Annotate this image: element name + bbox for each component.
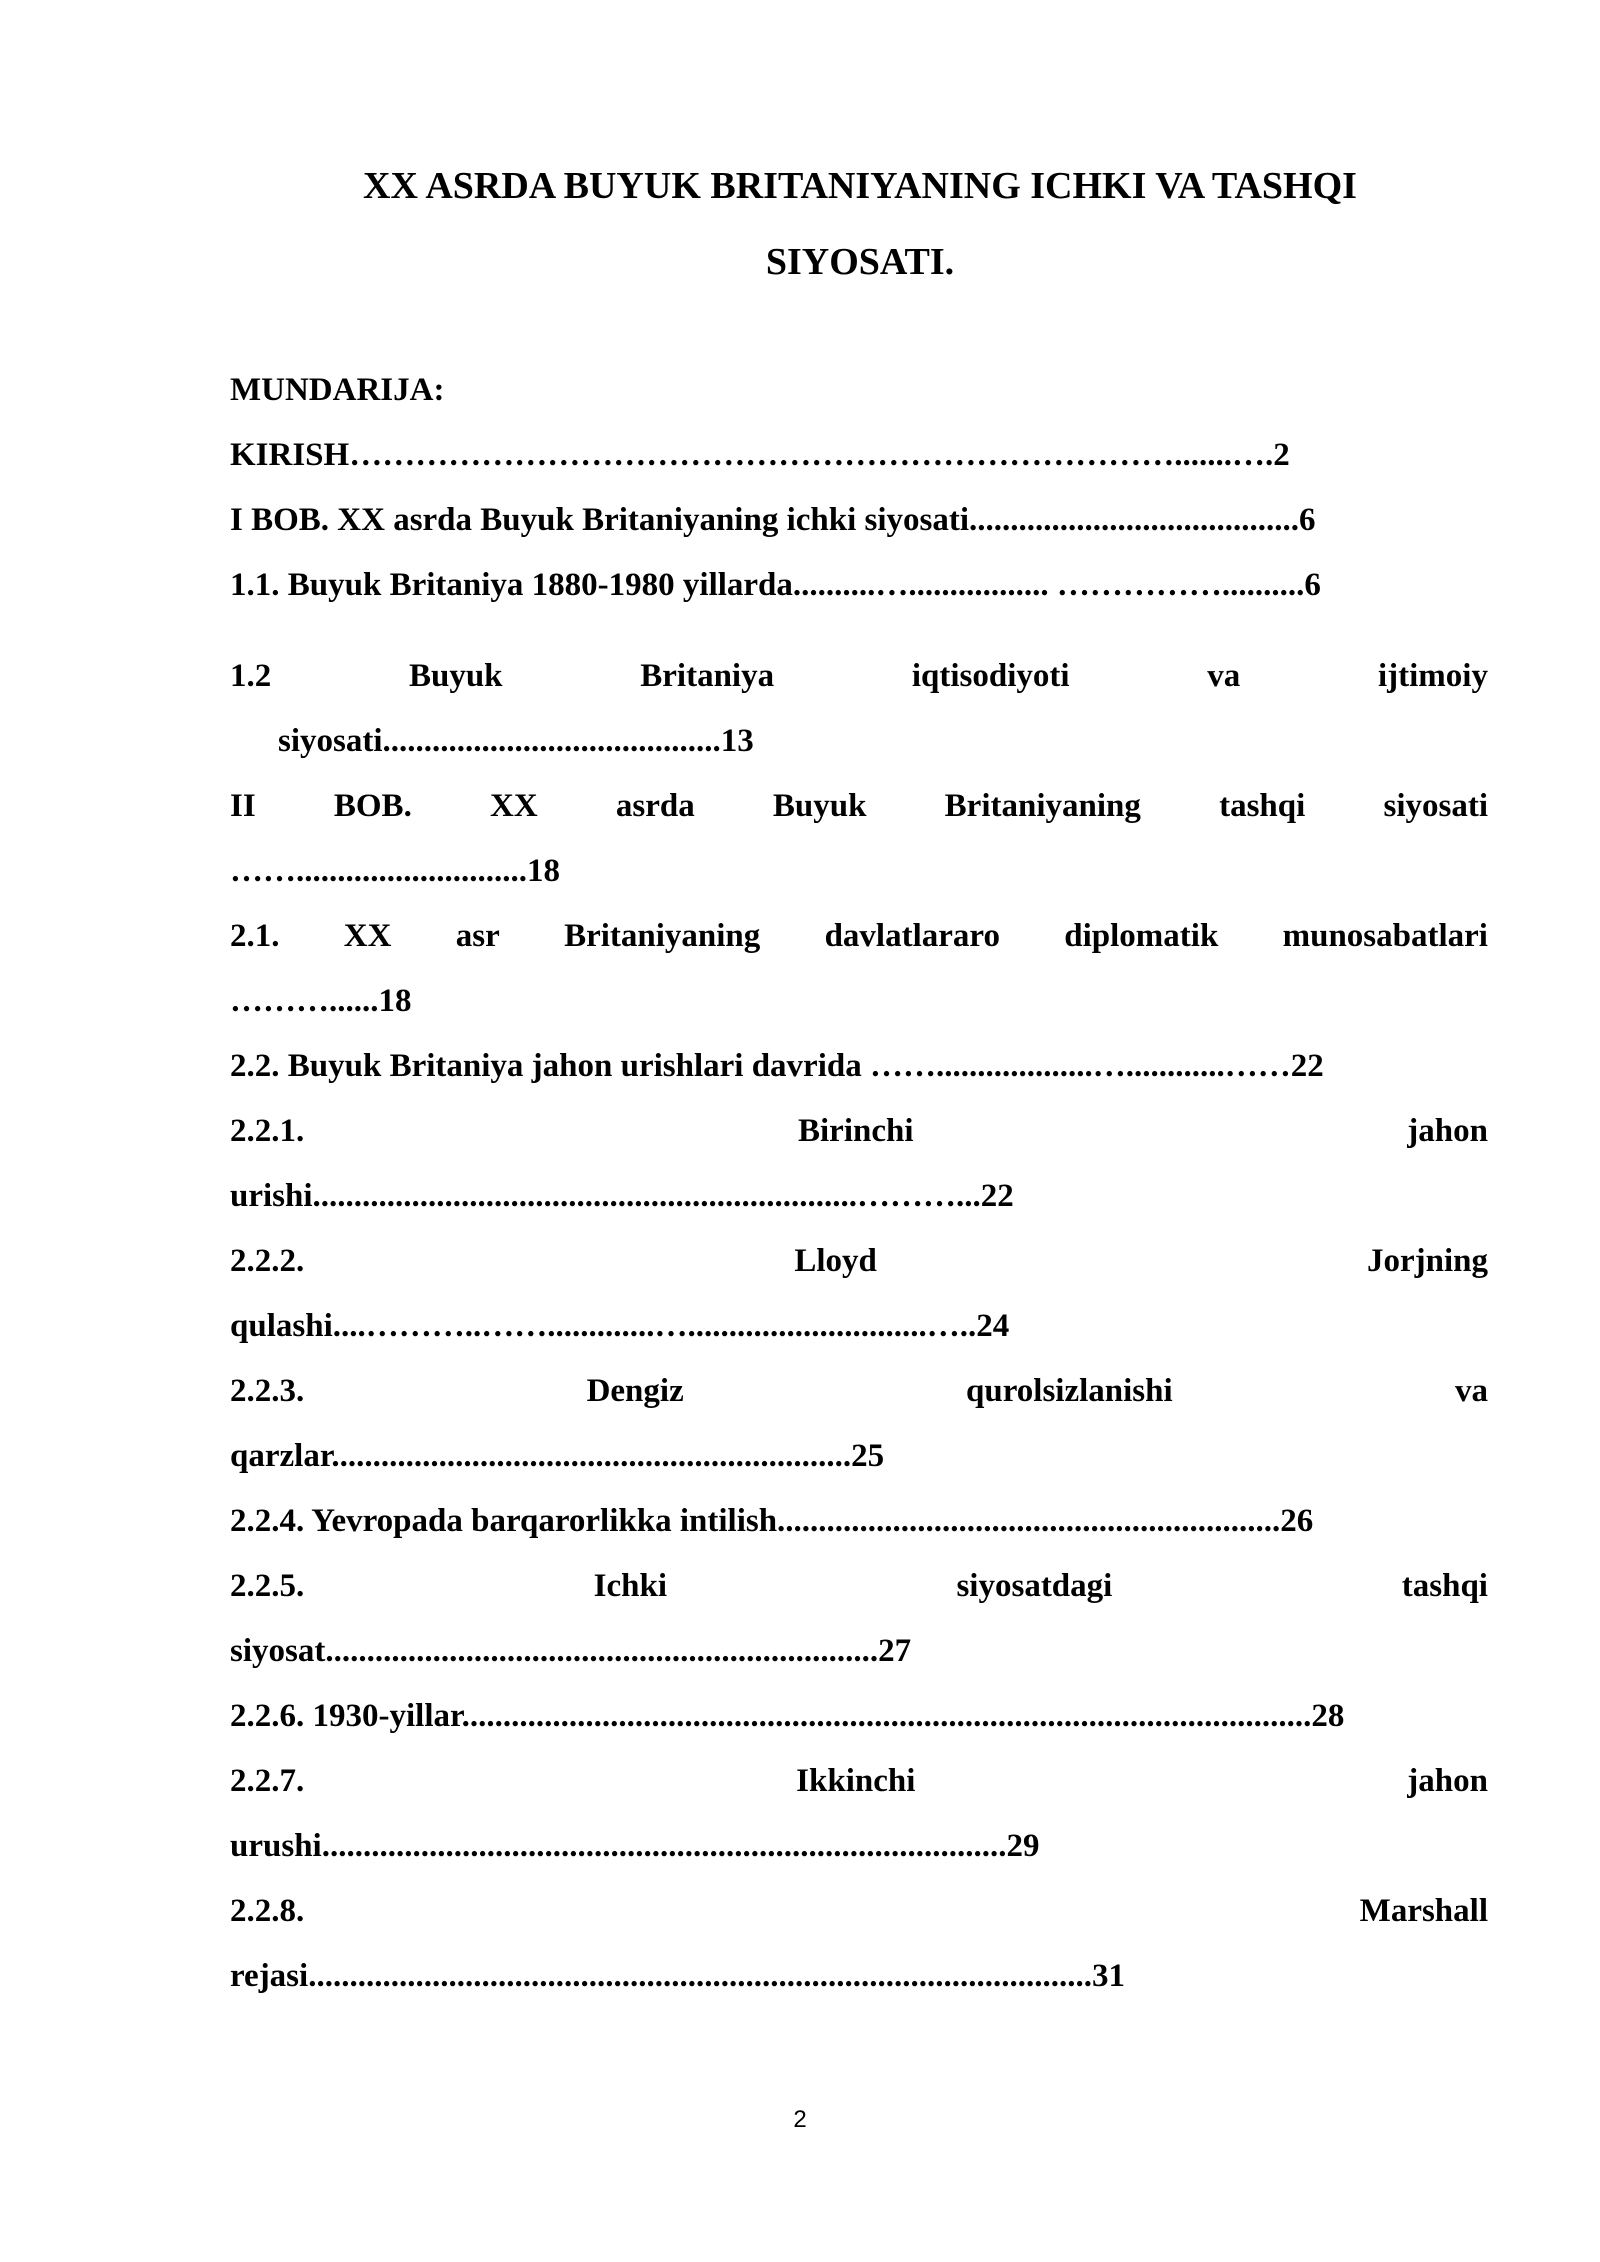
table-of-contents xyxy=(230,358,1488,2009)
toc-word: 2.2.1. xyxy=(230,1113,305,1149)
toc-word: iqtisodiyoti xyxy=(911,658,1070,694)
toc-word: siyosatdagi xyxy=(956,1568,1113,1604)
document-title xyxy=(230,148,1490,300)
title-line-1: XX ASRDA BUYUK BRITANIYANING ICHKI VA TASHQI xyxy=(363,165,1357,207)
toc-word: Buyuk xyxy=(408,658,503,694)
toc-entry-chapter-1: I BOB. XX asrda Buyuk Britaniyaning ichki siyosati........................................6 xyxy=(230,502,1316,538)
toc-entry-2-2-1 xyxy=(230,1099,1488,1164)
toc-entry-2-2-7-continuation: urushi...................................................................................29 xyxy=(230,1828,1040,1864)
toc-word: XX xyxy=(490,788,538,824)
toc-entry-2-1 xyxy=(230,904,1488,969)
toc-entry-2-1-continuation: ………......18 xyxy=(230,983,412,1019)
toc-entry-2-2-6: 2.2.6. 1930-yillar.......................................................................................................28 xyxy=(230,1698,1345,1734)
toc-word: II xyxy=(230,788,256,824)
toc-word: tashqi xyxy=(1219,788,1306,824)
toc-word: XX xyxy=(343,918,392,954)
toc-entry-1-2 xyxy=(230,644,1488,709)
toc-entry-2-2-3 xyxy=(230,1359,1488,1424)
toc-word: jahon xyxy=(1407,1113,1488,1149)
toc-entry-2-2-2 xyxy=(230,1229,1488,1294)
toc-entry-chapter-2 xyxy=(230,774,1488,839)
toc-entry-2-2-5 xyxy=(230,1554,1488,1619)
toc-entry-2-2-3-continuation: qarzlar...............................................................25 xyxy=(230,1438,885,1474)
toc-word: Jorjning xyxy=(1366,1243,1488,1279)
toc-entry-kirish: KIRISH………………………………………………………………….......….2 xyxy=(230,437,1290,473)
toc-word: munosabatlari xyxy=(1282,918,1488,954)
title-line-2: SIYOSATI. xyxy=(765,241,955,283)
toc-word: siyosati xyxy=(1383,788,1488,824)
toc-word: tashqi xyxy=(1401,1568,1488,1604)
toc-word: 2.2.3. xyxy=(230,1373,305,1409)
toc-word: jahon xyxy=(1407,1763,1488,1799)
toc-word: diplomatik xyxy=(1064,918,1219,954)
toc-word: BOB. xyxy=(333,788,412,824)
toc-word: Lloyd xyxy=(794,1243,877,1279)
toc-entry-1-2-continuation: siyosati.........................................13 xyxy=(278,723,754,759)
toc-word: 2.2.2. xyxy=(230,1243,305,1279)
toc-word: va xyxy=(1454,1373,1488,1409)
toc-word: 2.1. xyxy=(230,918,280,954)
toc-entry-1-1: 1.1. Buyuk Britaniya 1880-1980 yillarda..........…................. ……………..........6 xyxy=(230,567,1321,603)
toc-word: 2.2.7. xyxy=(230,1763,305,1799)
toc-entry-2-2: 2.2. Buyuk Britaniya jahon urishlari davrida ……...................…............……22 xyxy=(230,1048,1324,1084)
toc-word: qurolsizlanishi xyxy=(966,1373,1173,1409)
toc-word: Dengiz xyxy=(586,1373,684,1409)
toc-entry-2-2-2-continuation: qulashi....………..…….............….............................…..24 xyxy=(230,1308,1010,1344)
toc-word: Britaniya xyxy=(640,658,775,694)
toc-word: 2.2.5. xyxy=(230,1568,305,1604)
toc-entry-2-2-7 xyxy=(230,1749,1488,1814)
contents-heading: MUNDARIJA: xyxy=(230,372,445,408)
toc-word: asrda xyxy=(615,788,695,824)
toc-word: Britaniyaning xyxy=(944,788,1141,824)
toc-entry-2-2-5-continuation: siyosat...................................................................27 xyxy=(230,1633,912,1669)
toc-word: 2.2.8. xyxy=(230,1893,305,1929)
page-number: 2 xyxy=(793,2106,807,2133)
toc-word: Marshall xyxy=(1359,1893,1488,1929)
toc-word: Britaniyaning xyxy=(564,918,761,954)
toc-word: Buyuk xyxy=(772,788,867,824)
toc-word: asr xyxy=(455,918,500,954)
toc-entry-2-2-8 xyxy=(230,1879,1488,1944)
toc-entry-2-2-8-continuation: rejasi...............................................................................................31 xyxy=(230,1958,1125,1994)
toc-word: davlatlararo xyxy=(824,918,1000,954)
toc-word: 1.2 xyxy=(230,658,272,694)
toc-word: Birinchi xyxy=(798,1113,914,1149)
toc-entry-2-2-1-continuation: urishi..................................................................………...22 xyxy=(230,1178,1014,1214)
toc-word: Ichki xyxy=(593,1568,668,1604)
toc-word: va xyxy=(1207,658,1241,694)
toc-word: ijtimoiy xyxy=(1377,658,1488,694)
toc-entry-chapter-2-continuation: ……............................18 xyxy=(230,853,560,889)
toc-word: Ikkinchi xyxy=(796,1763,916,1799)
toc-entry-2-2-4: 2.2.4. Yevropada barqarorlikka intilish.............................................................26 xyxy=(230,1503,1314,1539)
